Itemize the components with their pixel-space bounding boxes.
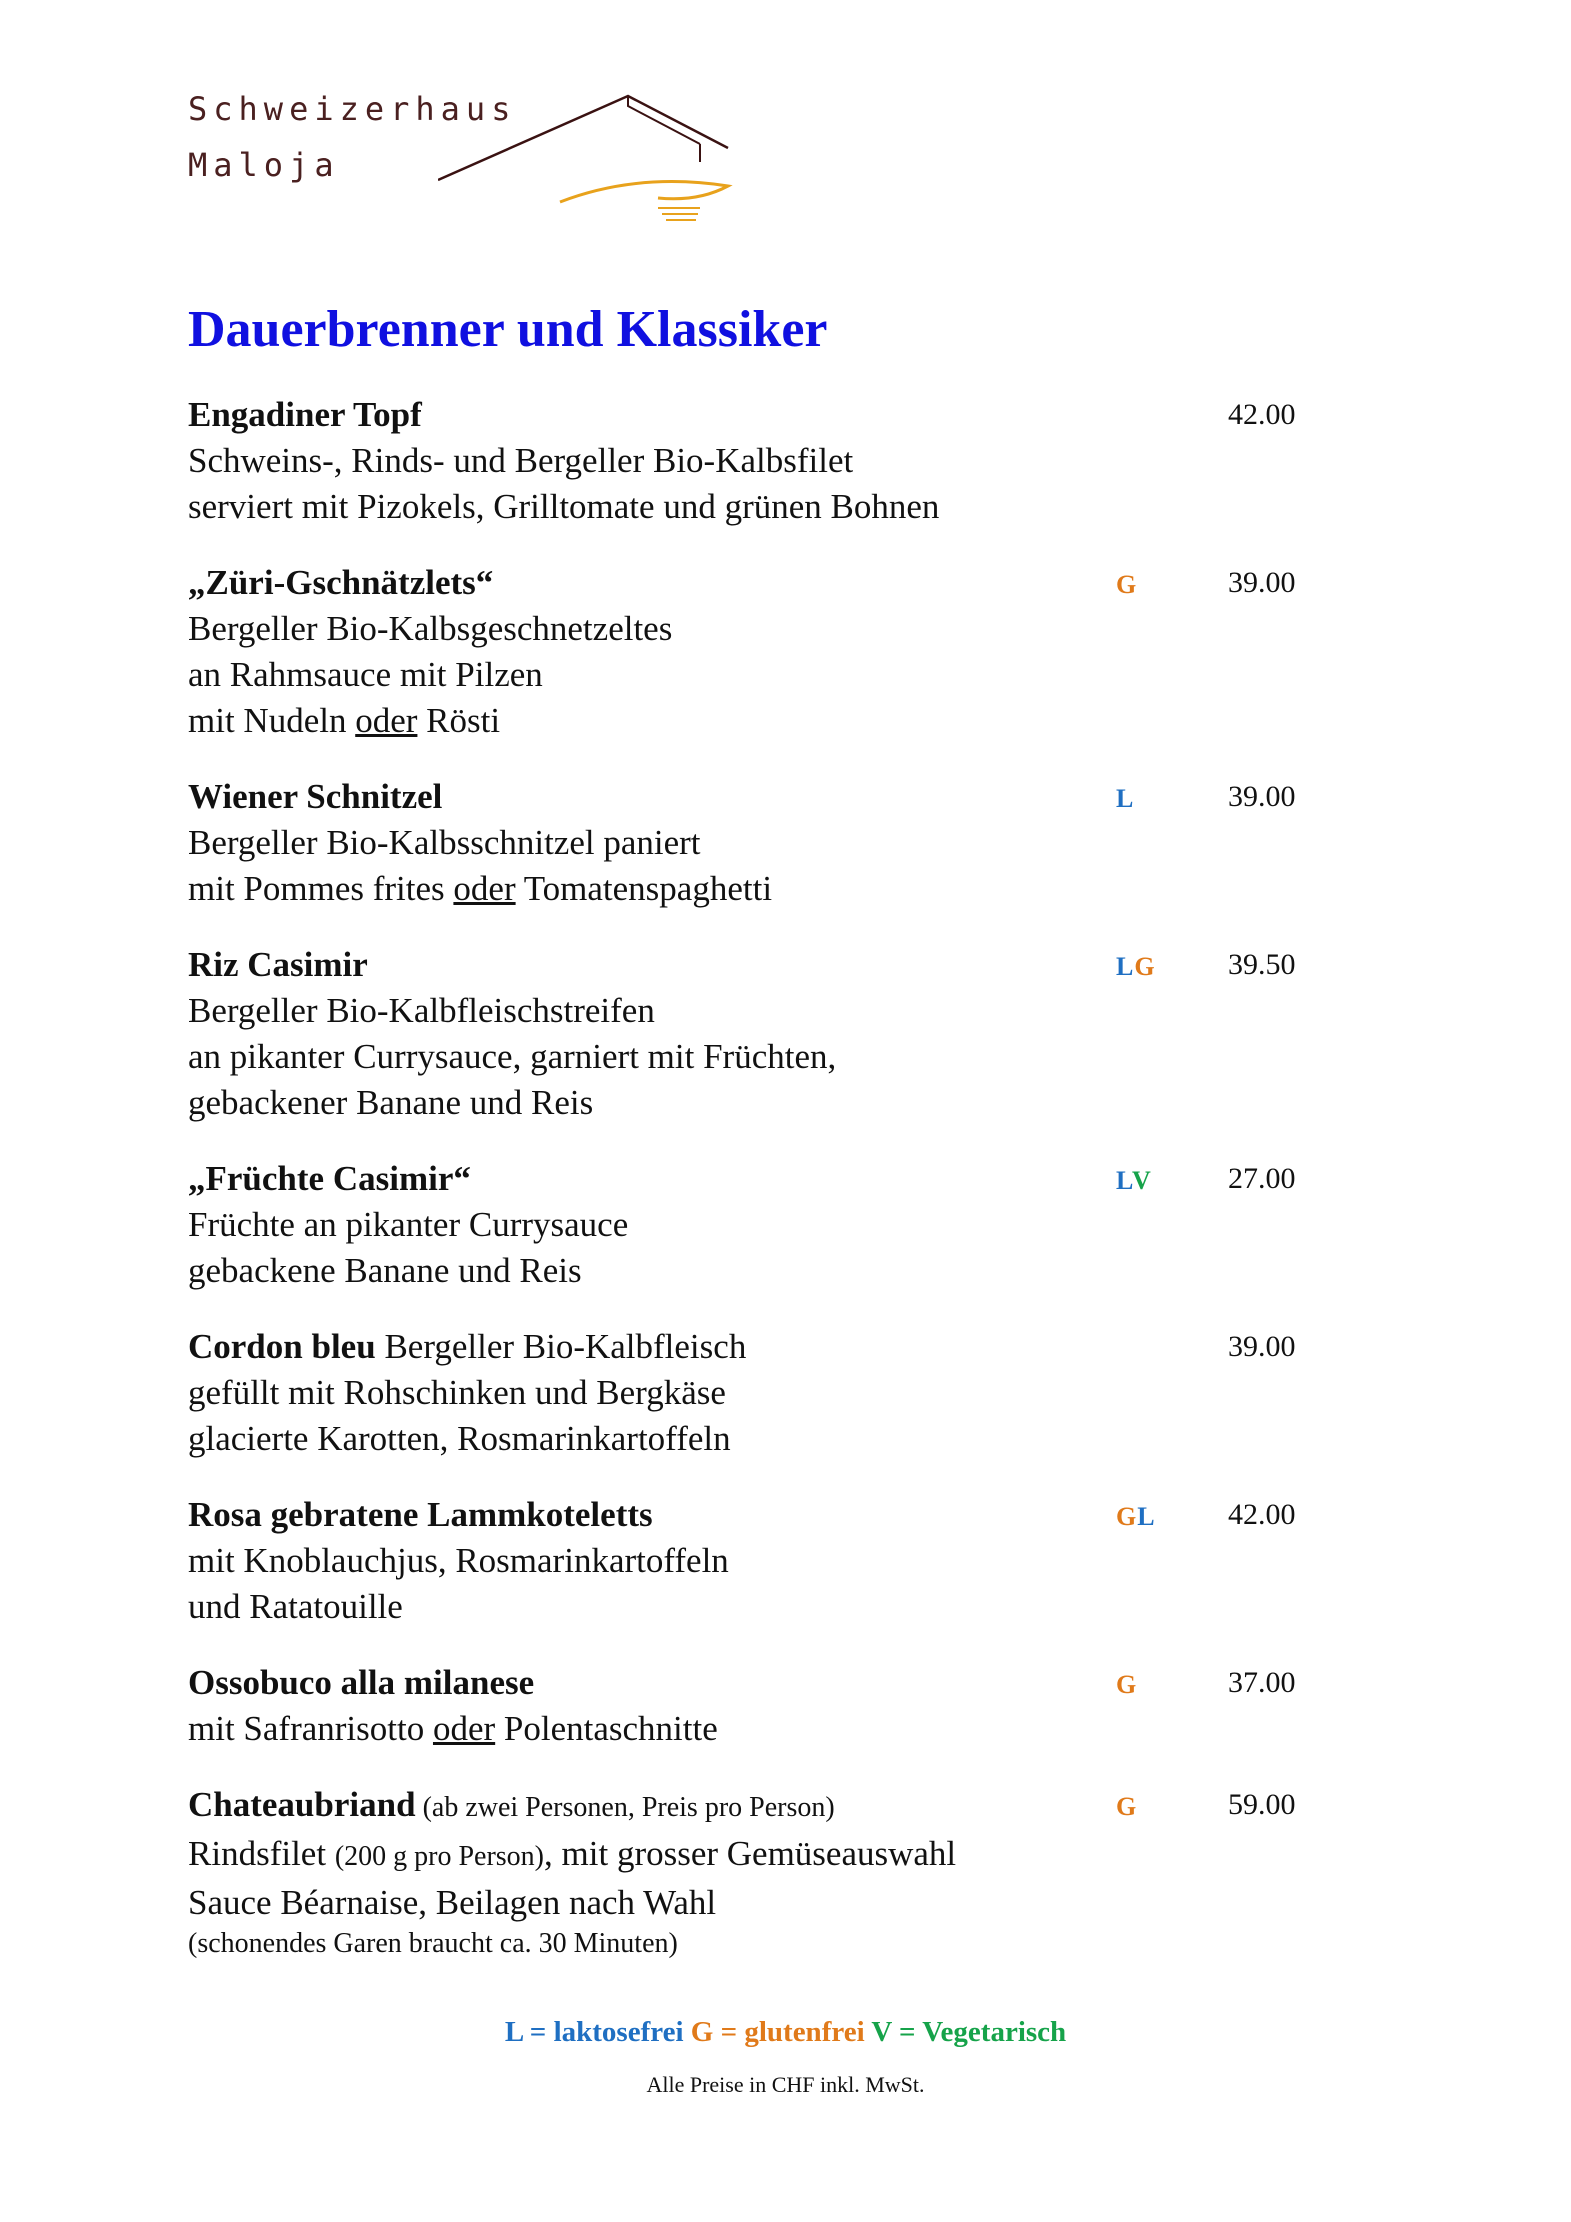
item-name: Riz Casimir xyxy=(188,945,368,984)
item-name: Cordon bleu xyxy=(188,1327,376,1366)
diet-tag-G: G xyxy=(1116,1670,1138,1699)
menu-item xyxy=(188,560,1308,744)
menu-item xyxy=(188,1660,1308,1752)
item-diet-tags xyxy=(1116,1670,1137,1700)
item-name: Rosa gebratene Lammkoteletts xyxy=(188,1495,653,1534)
item-heading xyxy=(188,774,1308,820)
item-text: mit Safranrisotto xyxy=(188,1709,433,1748)
menu-list xyxy=(188,392,1308,1992)
item-description-line xyxy=(188,1831,1308,1880)
item-price: 59.00 xyxy=(1228,1788,1296,1821)
item-description-line: Sauce Béarnaise, Beilagen nach Wahl xyxy=(188,1883,717,1922)
item-note: (200 g pro Person) xyxy=(334,1841,545,1872)
item-description-line: Früchte an pikanter Currysauce xyxy=(188,1205,629,1244)
item-text: Rindsfilet xyxy=(188,1834,335,1873)
diet-tag-L: L xyxy=(1116,784,1135,813)
item-description-line xyxy=(188,866,1308,912)
item-description-line: Schweins-, Rinds- und Bergeller Bio-Kalbsfilet xyxy=(188,441,854,480)
item-description-line: gefüllt mit Rohschinken und Bergkäse xyxy=(188,1373,726,1412)
diet-tag-L: L xyxy=(1137,1502,1156,1531)
item-name: Engadiner Topf xyxy=(188,395,422,434)
item-description-line: Bergeller Bio-Kalbsgeschnetzeltes xyxy=(188,609,673,648)
item-price: 27.00 xyxy=(1228,1162,1296,1195)
item-heading xyxy=(188,560,1308,606)
menu-item xyxy=(188,942,1308,1126)
item-price: 42.00 xyxy=(1228,398,1296,431)
house-roof-icon xyxy=(438,90,778,230)
item-text: Tomatenspaghetti xyxy=(515,869,773,908)
item-description-line: gebackener Banane und Reis xyxy=(188,1083,594,1122)
allergen-legend xyxy=(0,2016,1571,2049)
item-diet-tags xyxy=(1116,784,1134,814)
item-text: , mit grosser Gemüseauswahl xyxy=(544,1834,957,1873)
item-name-note: (ab zwei Personen, Preis pro Person) xyxy=(415,1792,835,1823)
item-price: 39.00 xyxy=(1228,1330,1296,1363)
item-description-line: und Ratatouille xyxy=(188,1587,403,1626)
legend-vegetarian: V = Vegetarisch xyxy=(871,2016,1067,2048)
item-description-line: Bergeller Bio-Kalbsschnitzel paniert xyxy=(188,823,701,862)
item-choice-or: oder xyxy=(355,701,418,740)
legend-lactose-free: L = laktosefrei xyxy=(504,2016,684,2048)
item-price: 42.00 xyxy=(1228,1498,1296,1531)
price-note: Alle Preise in CHF inkl. MwSt. xyxy=(646,2072,925,2097)
item-name: „Züri-Gschnätzlets“ xyxy=(188,563,494,602)
item-small-note: (schonendes Garen braucht ca. 30 Minuten) xyxy=(188,1928,678,1959)
item-description-line: serviert mit Pizokels, Grilltomate und grünen Bohnen xyxy=(188,487,940,526)
item-heading xyxy=(188,1324,1308,1370)
item-description-line: an pikanter Currysauce, garniert mit Früchten, xyxy=(188,1037,837,1076)
diet-tag-L: L xyxy=(1116,952,1135,981)
diet-tag-V: V xyxy=(1131,1166,1152,1195)
item-text: Rösti xyxy=(417,701,501,740)
item-text: mit Nudeln xyxy=(188,701,356,740)
legend-gluten-free: G = glutenfrei xyxy=(690,2016,865,2048)
item-description-line: mit Knoblauchjus, Rosmarinkartoffeln xyxy=(188,1541,729,1580)
page-title: Dauerbrenner und Klassiker xyxy=(188,301,828,358)
item-diet-tags xyxy=(1116,1792,1137,1822)
item-price: 37.00 xyxy=(1228,1666,1296,1699)
menu-item xyxy=(188,1782,1308,1962)
diet-tag-L: L xyxy=(1116,1166,1132,1195)
logo-line-1: Schweizerhaus xyxy=(188,90,517,128)
item-description-line xyxy=(188,1706,1308,1752)
item-text: Polentaschnitte xyxy=(495,1709,718,1748)
item-price: 39.00 xyxy=(1228,566,1296,599)
item-description-line: gebackene Banane und Reis xyxy=(188,1251,582,1290)
item-heading xyxy=(188,1660,1308,1706)
menu-item xyxy=(188,774,1308,912)
item-heading xyxy=(188,392,1308,438)
item-description-line: Bergeller Bio-Kalbfleischstreifen xyxy=(188,991,655,1030)
item-diet-tags xyxy=(1116,952,1156,982)
menu-item xyxy=(188,1156,1308,1294)
diet-tag-G: G xyxy=(1116,1502,1138,1531)
item-description-line: an Rahmsauce mit Pilzen xyxy=(188,655,543,694)
item-name: Chateaubriand xyxy=(188,1785,416,1824)
item-description-line xyxy=(188,698,1308,744)
item-diet-tags xyxy=(1116,1166,1152,1196)
item-description-line: glacierte Karotten, Rosmarinkartoffeln xyxy=(188,1419,731,1458)
item-name-suffix: Bergeller Bio-Kalbfleisch xyxy=(375,1327,747,1366)
item-price: 39.00 xyxy=(1228,780,1296,813)
diet-tag-G: G xyxy=(1116,1792,1138,1821)
item-name: Ossobuco alla milanese xyxy=(188,1663,535,1702)
diet-tag-G: G xyxy=(1116,570,1138,599)
item-text: mit Pommes frites xyxy=(188,869,454,908)
item-price: 39.50 xyxy=(1228,948,1296,981)
item-diet-tags xyxy=(1116,1502,1156,1532)
logo xyxy=(188,90,778,230)
menu-item xyxy=(188,1324,1308,1462)
menu-item xyxy=(188,392,1308,530)
menu-item xyxy=(188,1492,1308,1630)
item-choice-or: oder xyxy=(453,869,516,908)
diet-tag-G: G xyxy=(1134,952,1156,981)
item-name: Wiener Schnitzel xyxy=(188,777,443,816)
item-choice-or: oder xyxy=(432,1709,496,1748)
item-diet-tags xyxy=(1116,570,1137,600)
item-name: „Früchte Casimir“ xyxy=(188,1159,471,1198)
item-heading xyxy=(188,1782,1308,1831)
logo-line-2: Maloja xyxy=(188,146,340,184)
